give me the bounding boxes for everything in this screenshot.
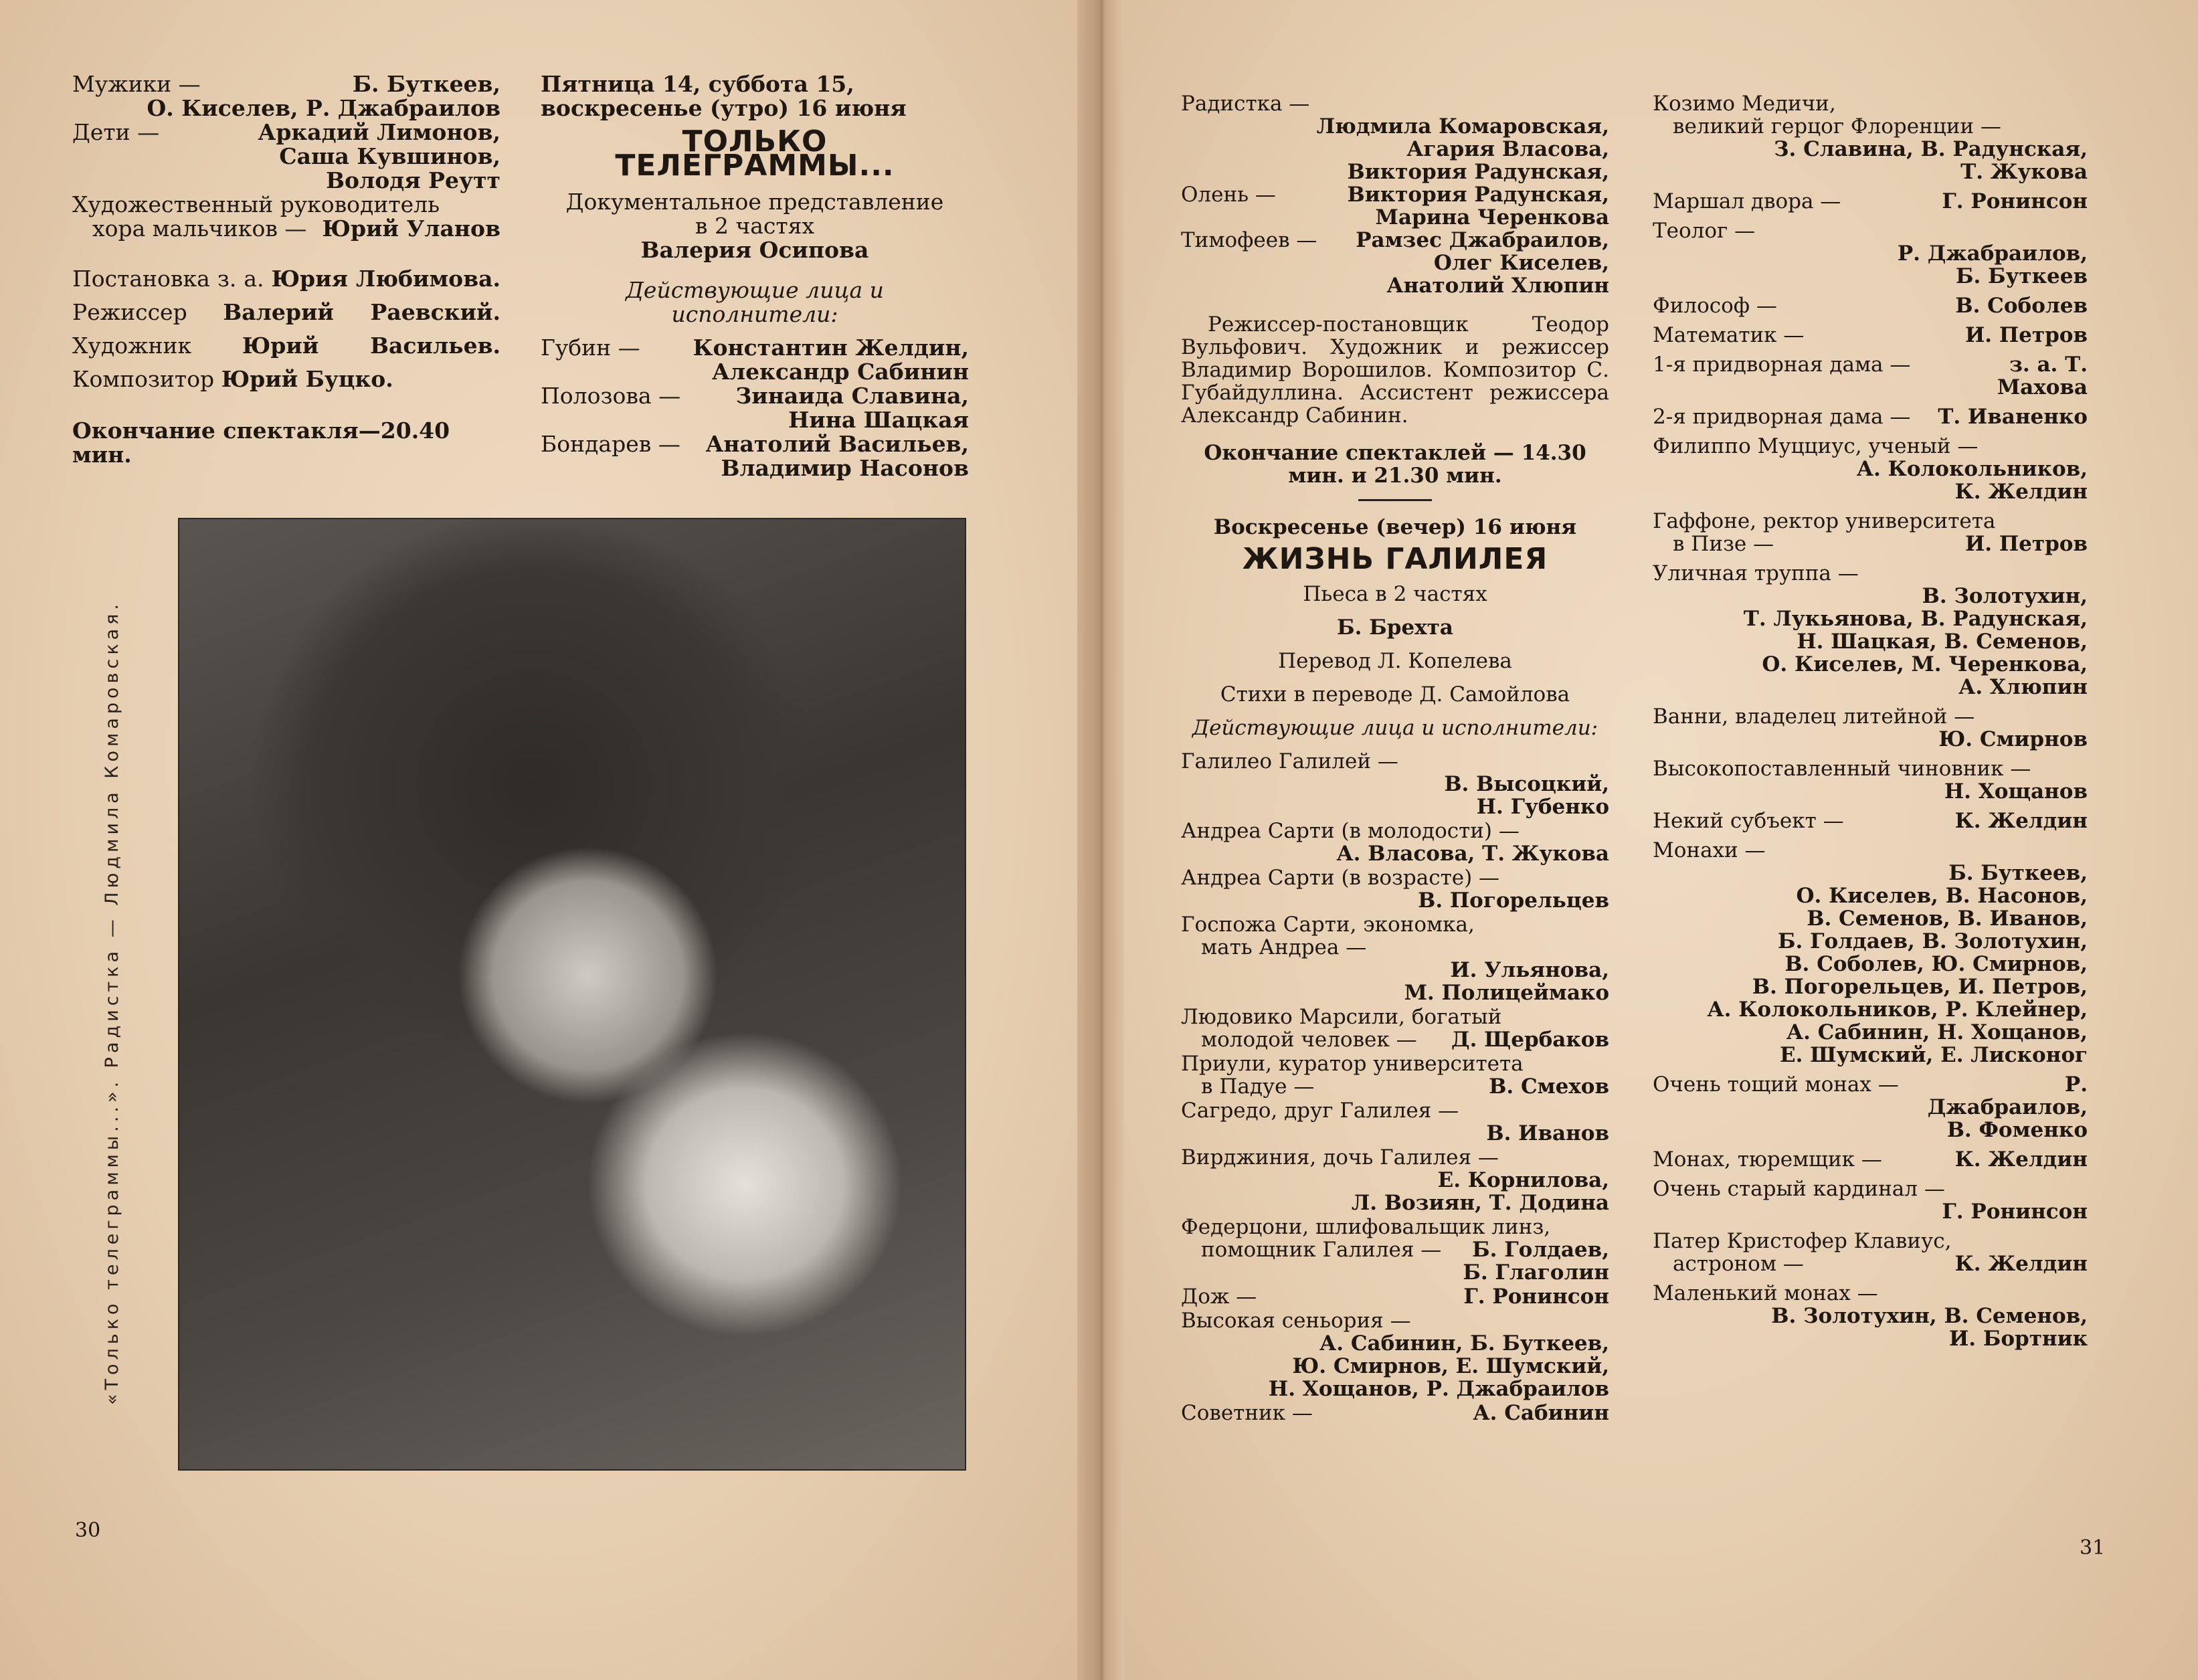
cast-entry: Госпожа Сарти, экономка, мать Андреа — И. Ульянова, М. Полицеймако [1181, 913, 1609, 1005]
photo-caption: «Только телеграммы...». Радистка — Людмила Комаровская. [102, 599, 122, 1405]
cast-entry: Андреа Сарти (в молодости) — А. Власова, Т. Жукова [1181, 819, 1609, 866]
cast-entry: Маршал двора — Г. Ронинсон [1653, 189, 2088, 213]
cast-entry: Ванни, владелец литейной — Ю. Смирнов [1653, 705, 2088, 751]
show-title: ЖИЗНЬ ГАЛИЛЕЯ [1242, 542, 1548, 576]
cast-entry: Гаффоне, ректор университета в Пизе — И. Петров [1653, 509, 2088, 556]
cast-entry: Некий субъект — К. Желдин [1653, 809, 2088, 833]
cast-entry: Философ — В. Соболев [1653, 294, 2088, 318]
cast-entry: Сагредо, друг Галилея — В. Иванов [1181, 1099, 1609, 1145]
galileo-credits: Режиссер-постановщик Теодор Вульфович. Художник и режиссер Владимир Ворошилов. Композитор С. Губайдуллина. Ассистент режиссера Александр Сабинин. [1181, 312, 1609, 428]
cast-entry: 2-я придворная дама — Т. Иваненко [1653, 405, 2088, 429]
cast-entry: Дети — Аркадий Лимонов, Саша Кувшинов, Володя Реутт [72, 119, 500, 193]
cast-entry: Очень тощий монах — Р. Джабраилов, В. Фоменко [1653, 1072, 2088, 1142]
cast-header: Действующие лица и исполнители: [1192, 716, 1598, 740]
cast-entry: Художественный руководитель хора мальчиков — Юрий Уланов [72, 191, 500, 242]
cast-entry: Мужики — Б. Буткеев, О. Киселев, Р. Джабраилов [72, 71, 500, 121]
book-spine [1077, 0, 1124, 1680]
left-cast-continuation [72, 72, 500, 467]
cast-entry: Полозова — Зинаида Славина, Нина Шацкая [541, 383, 969, 433]
actress-photo [178, 518, 966, 1471]
cast-entry: Монах, тюремщик — К. Желдин [1653, 1147, 2088, 1172]
cast-entry: Андреа Сарти (в возрасте) — В. Погорельцев [1181, 866, 1609, 913]
right-column-1: Радистка — Людмила Комаровская, Агария Власова, Виктория Радунская, Олень — Виктория Радунская, Марина Черенкова Тимофеев — Рамзес Джабраилов, Олег Киселев, Анатолий Хлюпин Режиссер-постановщик Теодор Вульфович. Художник и режиссер Владимир Ворошилов. Композитор С. Губайдуллина. Ассистент режиссера Александр Сабинин. Окончание спектаклей — 14.30 мин. и 21.30 мин. Воскресенье (вечер) 16 июня ЖИЗНЬ ГАЛИЛЕЯ Пьеса в 2 частях Б. Брехта Перевод Л. Копелева Стихи в переводе Д. Самойлова Действующие лица и исполнители: Галилео Галилей — В. Высоцкий, Н. Губенко Андреа Сарти (в молодости) — А. Власова, Т. Жукова Андреа Сарти (в возрасте) — В. Погорельцев Госпожа Сарти, экономка, мать Андреа — И. Ульянова, М. Полицеймако Людовико Марсили, богатый молодой человек — Д. Щербаков Приули, куратор университета в Падуе — В. Смехов Сагредо, друг Галилея — В. Иванов Вирджиния, дочь Галилея — Е. Корнилова, Л. Возиян, Т. Додина Федерцони, шлифовальщик линз, помощник Галилея — Б. Голдаев, Б. Глаголин Дож — Г. Ронинсон Высокая сеньория — А. Сабинин, Б. Буткеев, Ю. Смирнов, Е. Шумский, Н. Хощанов, Р. Джабраилов Советник — А. Сабинин [1181, 92, 1609, 1425]
cast-entry: Козимо Медичи, великий герцог Флоренции — З. Славина, В. Радунская, Т. Жукова [1653, 92, 2088, 184]
show-end-time: Окончание спектакля—20.40 мин. [72, 417, 450, 468]
right-column-2 [1653, 92, 2088, 1357]
cast-entry: Филиппо Муцциус, ученый — А. Колокольников, К. Желдин [1653, 434, 2088, 504]
show-telegrams: Пятница 14, суббота 15, воскресенье (утро) 16 июня ТОЛЬКО ТЕЛЕГРАММЫ... Документальное представление в 2 частях Валерия Осипова Действующие лица и исполнители: Губин — Константин Желдин, Александр Сабинин Полозова — Зинаида Славина, Нина Шацкая Бондарев — Анатолий Васильев, Владимир Насонов [541, 71, 969, 481]
cast-entry: Приули, куратор университета в Падуе — В. Смехов [1181, 1052, 1609, 1099]
cast-entry: Математик — И. Петров [1653, 323, 2088, 347]
cast-header: Действующие лица и исполнители: [626, 277, 884, 327]
galileo-cast-list-continued [1653, 92, 2088, 1350]
production-credits: Постановка з. а. Юрия Любимова. Режиссер Валерий Раевский. Художник Юрий Васильев. Композитор Юрий Буцко. [72, 266, 500, 392]
cast-entry: Бондарев — Анатолий Васильев, Владимир Насонов [541, 431, 969, 481]
show-date: Воскресенье (вечер) 16 июня [1213, 515, 1577, 539]
cast-entry: Галилео Галилей — В. Высоцкий, Н. Губенко [1181, 749, 1609, 819]
cast-entry: Очень старый кардинал — Г. Ронинсон [1653, 1177, 2088, 1224]
cast-entry: Федерцони, шлифовальщик линз, помощник Галилея — Б. Голдаев, Б. Глаголин [1181, 1215, 1609, 1285]
cast-entry: 1-я придворная дама — з. а. Т. Махова [1653, 353, 2088, 399]
show-date: Пятница 14, суббота 15, воскресенье (утро) 16 июня [541, 71, 907, 121]
cast-entry: Вирджиния, дочь Галилея — Е. Корнилова, Л. Возиян, Т. Додина [1181, 1145, 1609, 1215]
end-times: Окончание спектаклей — 14.30 мин. и 21.30 мин. [1204, 441, 1586, 488]
cast-entry: Дож — Г. Ронинсон [1181, 1285, 1609, 1309]
cast-entry: Советник — А. Сабинин [1181, 1401, 1609, 1425]
divider [1358, 499, 1432, 501]
cast-entry: Маленький монах — В. Золотухин, В. Семенов, И. Бортник [1653, 1281, 2088, 1351]
cast-entry: Высокопоставленный чиновник — Н. Хощанов [1653, 757, 2088, 804]
cast-entry: Патер Кристофер Клавиус, астроном — К. Желдин [1653, 1229, 2088, 1276]
cast-entry: Губин — Константин Желдин, Александр Сабинин [541, 335, 969, 385]
page-number-left: 30 [75, 1519, 101, 1542]
cast-entry: Людовико Марсили, богатый молодой человек — Д. Щербаков [1181, 1005, 1609, 1052]
cast-entry: Теолог — Р. Джабраилов, Б. Буткеев [1653, 219, 2088, 288]
cast-entry: Высокая сеньория — А. Сабинин, Б. Буткеев, Ю. Смирнов, Е. Шумский, Н. Хощанов, Р. Джабраилов [1181, 1309, 1609, 1401]
cast-entry: Уличная труппа — В. Золотухин, Т. Лукьянова, В. Радунская, Н. Шацкая, В. Семенов, О. Киселев, М. Черенкова, А. Хлюпин [1653, 561, 2088, 699]
page-number-right: 31 [2080, 1536, 2106, 1560]
galileo-cast-list [1181, 750, 1609, 1424]
show-title: ТОЛЬКО ТЕЛЕГРАММЫ... [615, 124, 895, 183]
cast-entry: Монахи — Б. Буткеев, О. Киселев, В. Насонов, В. Семенов, В. Иванов, Б. Голдаев, В. Золотухин, В. Соболев, Ю. Смирнов, В. Погорельцев, И. Петров, А. Колокольников, Р. Клейнер, А. Сабинин, Н. Хощанов, Е. Шумский, Е. Лисконог [1653, 838, 2088, 1067]
